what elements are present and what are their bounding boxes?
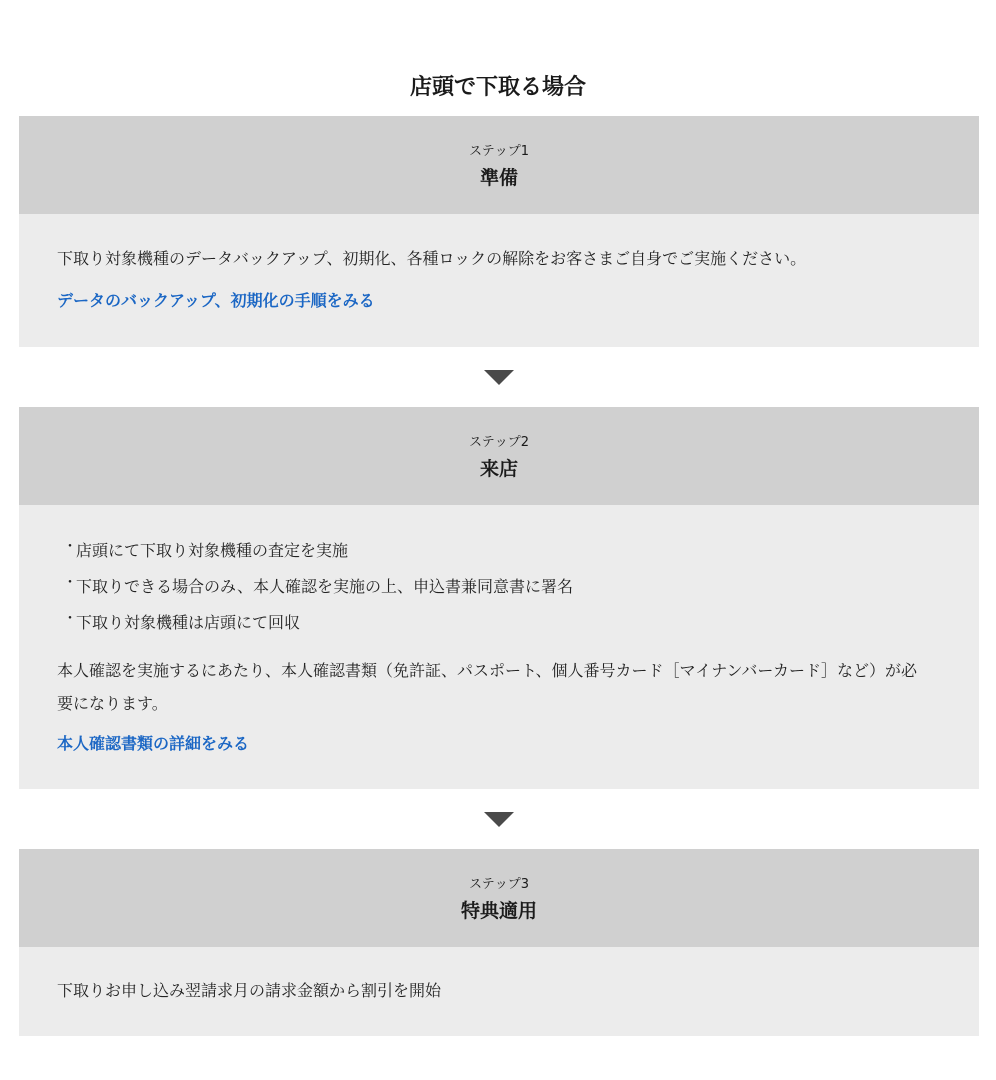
step-1-number: ステップ1 <box>468 144 529 159</box>
step-3 <box>19 849 979 1036</box>
step-3-header <box>19 849 979 947</box>
list-item <box>59 533 939 569</box>
bullet-icon: ・ <box>63 611 77 627</box>
step-2-body <box>19 505 979 789</box>
step-1-description: 下取り対象機種のデータバックアップ、初期化、各種ロックの解除をお客さまご自身でご実施ください。 <box>57 249 807 268</box>
step-1-body <box>19 214 979 347</box>
list-item-text: 下取り対象機種は店頭にて回収 <box>76 613 301 632</box>
step-3-description: 下取りお申し込み翌請求月の請求金額から割引を開始 <box>57 981 442 1000</box>
step-2 <box>19 407 979 789</box>
step-3-body <box>19 947 979 1036</box>
step-1 <box>19 116 979 347</box>
step-1-title: 準備 <box>479 167 518 189</box>
list-item-text: 下取りできる場合のみ、本人確認を実施の上、申込書兼同意書に署名 <box>76 577 573 596</box>
bullet-icon: ・ <box>63 575 77 591</box>
id-documents-detail-link[interactable]: 本人確認書類の詳細をみる <box>57 734 250 753</box>
backup-reset-guide-link[interactable]: データのバックアップ、初期化の手順をみる <box>57 291 375 310</box>
step-2-header <box>19 407 979 505</box>
step-2-bullet-list <box>59 533 939 641</box>
bullet-icon: ・ <box>63 539 77 555</box>
down-triangle-icon <box>484 370 514 385</box>
down-triangle-icon <box>484 812 514 827</box>
id-documents-note: 本人確認を実施するにあたり、本人確認書類（免許証、パスポート、個人番号カード［マイナンバーカード］など）が必要になります。 <box>57 661 918 713</box>
step-1-header <box>19 116 979 214</box>
list-item-text: 店頭にて下取り対象機種の査定を実施 <box>76 541 349 560</box>
list-item <box>59 569 939 605</box>
step-3-title: 特典適用 <box>460 900 537 922</box>
step-2-title: 来店 <box>479 458 518 480</box>
page-title: 店頭で下取る場合 <box>409 74 586 100</box>
step-3-number: ステップ3 <box>468 877 529 892</box>
list-item <box>59 605 939 641</box>
step-2-number: ステップ2 <box>468 435 529 450</box>
